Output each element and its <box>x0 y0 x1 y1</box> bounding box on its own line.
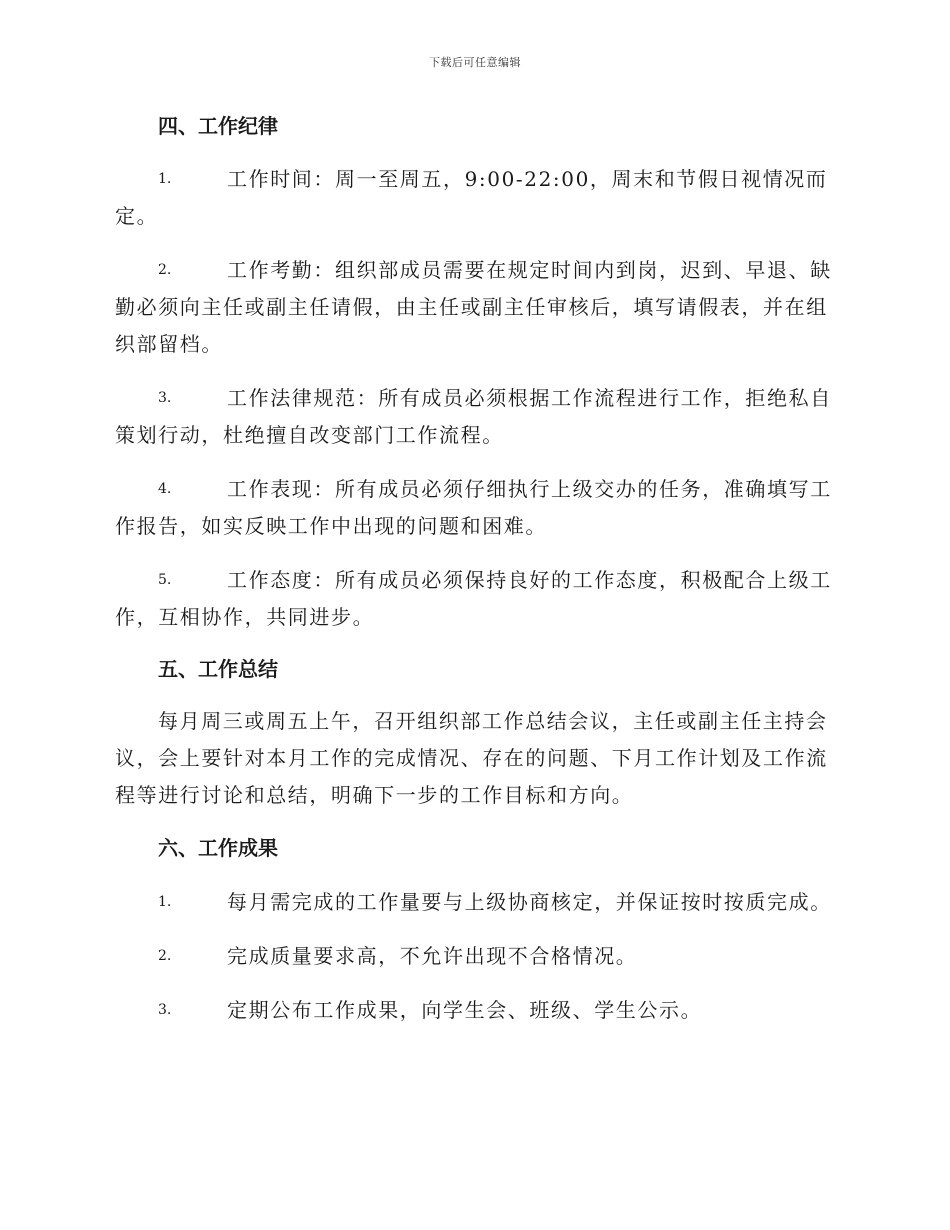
list-item-text: 工作表现：所有成员必须仔细执行上级交办的任务，准确填写工作报告，如实反映工作中出现的问题和困难。 <box>115 477 832 538</box>
list-item-number: 1. <box>158 171 172 187</box>
section-heading-results: 六、工作成果 <box>158 836 278 860</box>
list-item <box>115 992 835 1029</box>
page-header: 下载后可任意编辑 <box>429 56 521 69</box>
list-item <box>115 562 835 636</box>
list-item <box>115 252 835 363</box>
list-item-text: 完成质量要求高，不允许出现不合格情况。 <box>227 944 638 968</box>
list-item <box>115 884 835 921</box>
list-item <box>115 471 835 545</box>
list-item-number: 2. <box>158 948 172 964</box>
list-item <box>115 161 835 235</box>
summary-paragraph: 每月周三或周五上午，召开组织部工作总结会议，主任或副主任主持会议，会上要针对本月工作的完成情况、存在的问题、下月工作计划及工作流程等进行讨论和总结，明确下一步的工作目标和方向。 <box>115 709 828 807</box>
list-item-number: 2. <box>158 262 172 278</box>
list-item-text: 定期公布工作成果，向学生会、班级、学生公示。 <box>227 998 703 1022</box>
list-item <box>115 938 835 975</box>
list-item-text: 工作时间：周一至周五，9:00-22:00，周末和节假日视情况而定。 <box>115 167 828 228</box>
section-heading-summary: 五、工作总结 <box>158 657 278 681</box>
list-item-number: 5. <box>158 572 172 588</box>
section-heading-discipline: 四、工作纪律 <box>158 114 278 138</box>
list-item-text: 工作态度：所有成员必须保持良好的工作态度，积极配合上级工作，互相协作，共同进步。 <box>115 568 832 629</box>
list-item-number: 4. <box>158 481 172 497</box>
list-item-number: 3. <box>158 390 172 406</box>
list-item <box>115 380 835 454</box>
list-item-text: 每月需完成的工作量要与上级协商核定，并保证按时按质完成。 <box>227 890 832 914</box>
list-item-text: 工作考勤：组织部成员需要在规定时间内到岗，迟到、早退、缺勤必须向主任或副主任请假，由主任或副主任审核后，填写请假表，并在组织部留档。 <box>115 258 832 356</box>
list-item-text: 工作法律规范：所有成员必须根据工作流程进行工作，拒绝私自策划行动，杜绝擅自改变部门工作流程。 <box>115 386 832 447</box>
list-item-number: 3. <box>158 1002 172 1018</box>
list-item-number: 1. <box>158 894 172 910</box>
